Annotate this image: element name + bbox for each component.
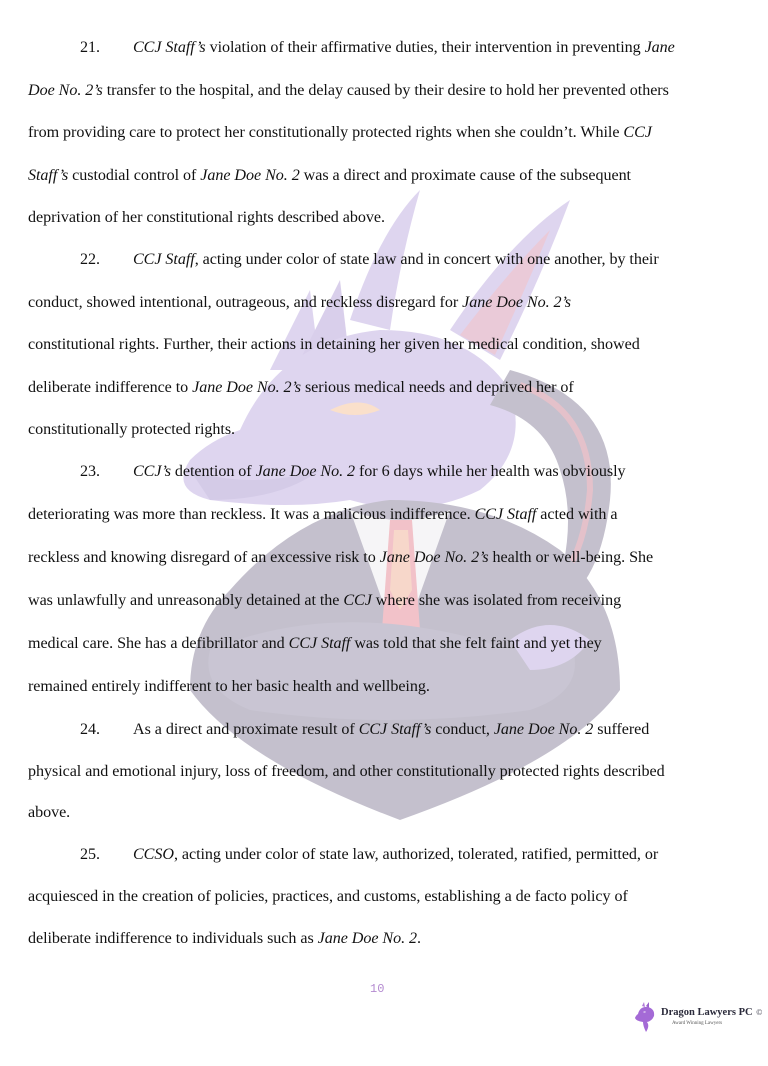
line-text [28,421,235,438]
paragraph-line [28,929,421,949]
text: physical and emotional injury, loss of freedom, and other constitutionally protected rights described [28,763,665,780]
text: As a direct and proximate result of [133,721,359,738]
paragraph-line [28,591,621,611]
paragraph-line [28,762,665,782]
line-text [133,846,658,863]
line-text [133,39,675,56]
text: custodial control of [68,167,201,184]
paragraph-line [28,887,628,907]
text: health or well-being. She [488,549,654,566]
italic-text: CCJ Staff’s [358,721,432,738]
text: , acting under color of state law and in concert with one another, by their [194,251,659,268]
italic-text: Jane Doe No. 2 [493,721,594,738]
page-number: 10 [370,982,385,996]
italic-text: CCJ Staff [474,506,537,523]
text: constitutionally protected rights. [28,421,236,438]
italic-text: Jane [644,39,675,56]
italic-text: Staff’s [28,167,69,184]
paragraph-line [28,677,430,697]
text: violation of their affirmative duties, their intervention in preventing [205,39,645,56]
italic-text: Jane Doe No. 2’s [379,549,489,566]
line-text [28,635,602,652]
paragraph-line [80,720,649,740]
line-text [28,930,421,947]
paragraph-line [28,420,235,440]
paragraph-line [28,548,653,568]
line-text [28,209,385,226]
copyright-symbol: © [756,1008,763,1017]
paragraph-line [28,81,669,101]
italic-text: Doe No. 2’s [28,82,103,99]
text: was told that she felt faint and yet they [350,635,602,652]
line-text [28,506,617,523]
paragraph-line [28,634,602,654]
text: detention of [170,463,256,480]
line-text [133,251,659,268]
paragraph-line [28,335,640,355]
line-text [28,804,70,821]
footer-logo [634,1002,768,1036]
line-text [28,379,574,396]
line-text [133,463,626,480]
italic-text: Jane Doe No. 2’s [192,379,301,396]
logo-name: Dragon Lawyers PC © [661,1007,763,1018]
text: was unlawfully and unreasonably detained at the [28,592,344,609]
paragraph-number: 23. [80,463,100,480]
italic-text: Jane Doe No. 2 [255,463,356,480]
italic-text: CCJ’s [133,463,171,480]
text: was a direct and proximate cause of the subsequent [299,167,631,184]
text: from providing care to protect her constitutionally protected rights when she couldn’t. While [28,124,624,141]
paragraph-line [28,378,574,398]
paragraph-line [28,166,631,186]
text: medical care. She has a defibrillator and [28,635,289,652]
text: conduct, [431,721,494,738]
line-text [28,124,652,141]
italic-text: CCJ Staff’s [133,39,206,56]
paragraph-number: 22. [80,251,100,268]
line-text [28,294,571,311]
italic-text: Jane Doe No. 2 [200,167,300,184]
text: deliberate indifference to individuals such as [28,930,318,947]
paragraph-line [28,293,571,313]
line-text [28,592,621,609]
italic-text: CCJ [343,592,372,609]
text: serious medical needs and deprived her of [301,379,574,396]
text: suffered [593,721,650,738]
line-text [28,888,628,905]
paragraph-number: 21. [80,39,100,56]
text: conduct, showed intentional, outrageous, and reckless disregard for [28,294,463,311]
line-text [28,167,631,184]
line-text [28,82,669,99]
text: where she was isolated from receiving [371,592,622,609]
line-text [28,336,640,353]
text: reckless and knowing disregard of an excessive risk to [28,549,380,566]
line-text [133,721,649,738]
dragon-head-icon [634,1002,658,1032]
paragraph-line [28,123,652,143]
paragraph-line [80,845,658,865]
text: for 6 days while her health was obviously [355,463,626,480]
paragraph-line [80,38,675,58]
text: constitutional rights. Further, their actions in detaining her given her medical condition, showed [28,336,640,353]
text: acquiesced in the creation of policies, practices, and customs, establishing a de facto policy of [28,888,628,905]
text: above. [28,804,71,821]
paragraph-number: 24. [80,721,100,738]
paragraph-line [80,462,626,482]
italic-text: Jane Doe No. 2 [317,930,418,947]
paragraph-line [28,208,385,228]
text: deliberate indifference to [28,379,193,396]
text: deprivation of her constitutional rights described above. [28,209,385,226]
text: , acting under color of state law, authorized, tolerated, ratified, permitted, or [173,846,659,863]
line-text [28,678,430,695]
text: . [417,930,422,947]
italic-text: CCJ Staff [133,251,195,268]
text: transfer to the hospital, and the delay caused by their desire to hold her prevented others [102,82,669,99]
text: remained entirely indifferent to her basic health and wellbeing. [28,678,430,695]
paragraph-number: 25. [80,846,100,863]
logo-tagline: Award Winning Lawyers [672,1021,723,1026]
italic-text: CCSO [133,846,174,863]
italic-text: CCJ [623,124,652,141]
paragraph-line [28,803,70,823]
italic-text: Jane Doe No. 2’s [462,294,572,311]
text: deteriorating was more than reckless. It was a malicious indifference. [28,506,475,523]
italic-text: CCJ Staff [288,635,351,652]
paragraph-line [80,250,659,270]
text: acted with a [536,506,618,523]
line-text [28,549,653,566]
line-text [28,763,665,780]
paragraph-line [28,505,617,525]
